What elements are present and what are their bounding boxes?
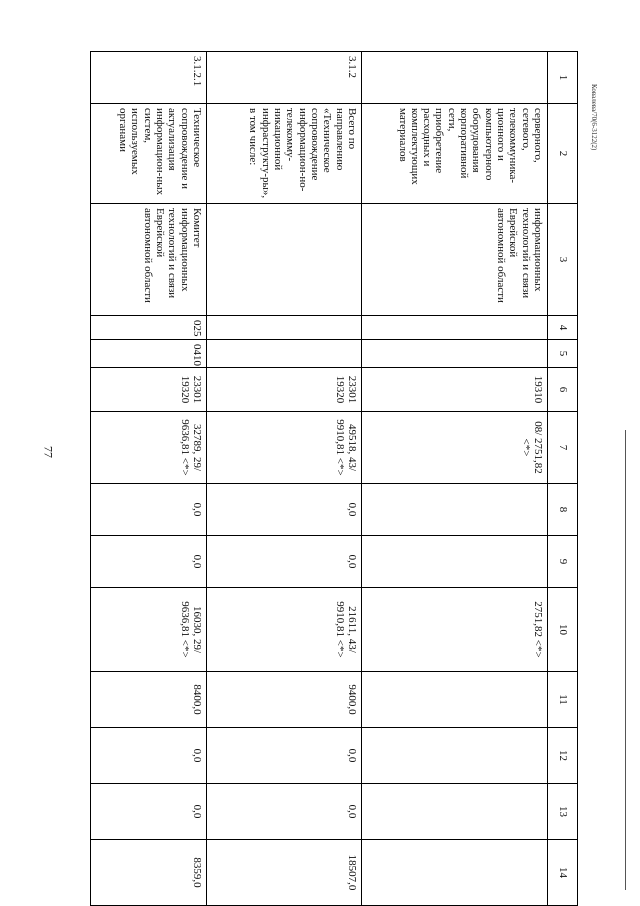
cell-grbs [207,316,362,340]
cell-year-6: 0,0 [207,784,362,840]
cell-year-7: 18507,0 [207,840,362,906]
cell-year-5: 0,0 [91,728,207,784]
cell-year-3: 2751,82 <*> [362,588,548,672]
cell-year-3: 21611, 43/ 9910,81 <*> [207,588,362,672]
col-header-6: 6 [548,368,578,412]
cell-executor [207,204,362,316]
cell-number: 3.1.2.1 [91,52,207,104]
col-header-11: 11 [548,672,578,728]
col-header-1: 1 [548,52,578,104]
cell-year-7 [362,840,548,906]
page-number: 77 [41,446,56,458]
col-header-3: 3 [548,204,578,316]
cell-grbs [362,316,548,340]
table-row [91,52,207,906]
cell-grbs: 025 [91,316,207,340]
cell-executor: информационных технологий и связи Еврейской автономной области [362,204,548,316]
col-header-5: 5 [548,340,578,368]
cell-year-1: 0,0 [207,484,362,536]
cell-year-6: 0,0 [91,784,207,840]
cell-year-7: 8359,0 [91,840,207,906]
col-header-9: 9 [548,536,578,588]
col-header-14: 14 [548,840,578,906]
cell-year-1: 0,0 [91,484,207,536]
cell-year-2 [362,536,548,588]
col-header-2: 2 [548,104,578,204]
document-code: Ковалева/70(6-3122(2) [590,84,598,151]
cell-total: 32789, 29/ 9636,81 <*> [91,412,207,484]
table-row [207,52,362,906]
cell-year-6 [362,784,548,840]
cell-target-article: 19310 [362,368,548,412]
cell-target-article: 23301 19320 [207,368,362,412]
cell-year-3: 16030, 29/ 9636,81 <*> [91,588,207,672]
cell-description: Всего по направлению «Техническое сопровождение информацион-но-телекомму-никационной инфраструкту-ры», в том числе: [207,104,362,204]
col-header-7: 7 [548,412,578,484]
col-header-8: 8 [548,484,578,536]
cell-description: серверного, сетевого, телекоммуника-ционного и компьютерного оборудования корпоративной сети, приобретение расходных и комплектующих материалов [362,104,548,204]
cell-total: 49518, 43/ 9910,81 <*> [207,412,362,484]
cell-year-5: 0,0 [207,728,362,784]
cell-section: 0410 [91,340,207,368]
cell-year-2: 0,0 [91,536,207,588]
margin-line [625,430,626,890]
cell-number: 3.1.2 [207,52,362,104]
cell-year-4 [362,672,548,728]
cell-year-1 [362,484,548,536]
cell-year-5 [362,728,548,784]
col-header-4: 4 [548,316,578,340]
col-header-12: 12 [548,728,578,784]
cell-year-2: 0,0 [207,536,362,588]
cell-total: 08/ 2751,82 <*> [362,412,548,484]
table-row [362,52,548,906]
cell-target-article: 23301 19320 [91,368,207,412]
budget-table [90,51,578,906]
col-header-10: 10 [548,588,578,672]
col-header-13: 13 [548,784,578,840]
cell-number [362,52,548,104]
cell-year-4: 8400,0 [91,672,207,728]
header-row [548,52,578,906]
cell-section [362,340,548,368]
rotated-table-container [91,51,578,905]
cell-executor: Комитет информационных технологий и связи Еврейской автономной области [91,204,207,316]
cell-section [207,340,362,368]
cell-description: Техническое сопровождение и актуализация информацион-ных систем, используемых органами [91,104,207,204]
cell-year-4: 9400,0 [207,672,362,728]
